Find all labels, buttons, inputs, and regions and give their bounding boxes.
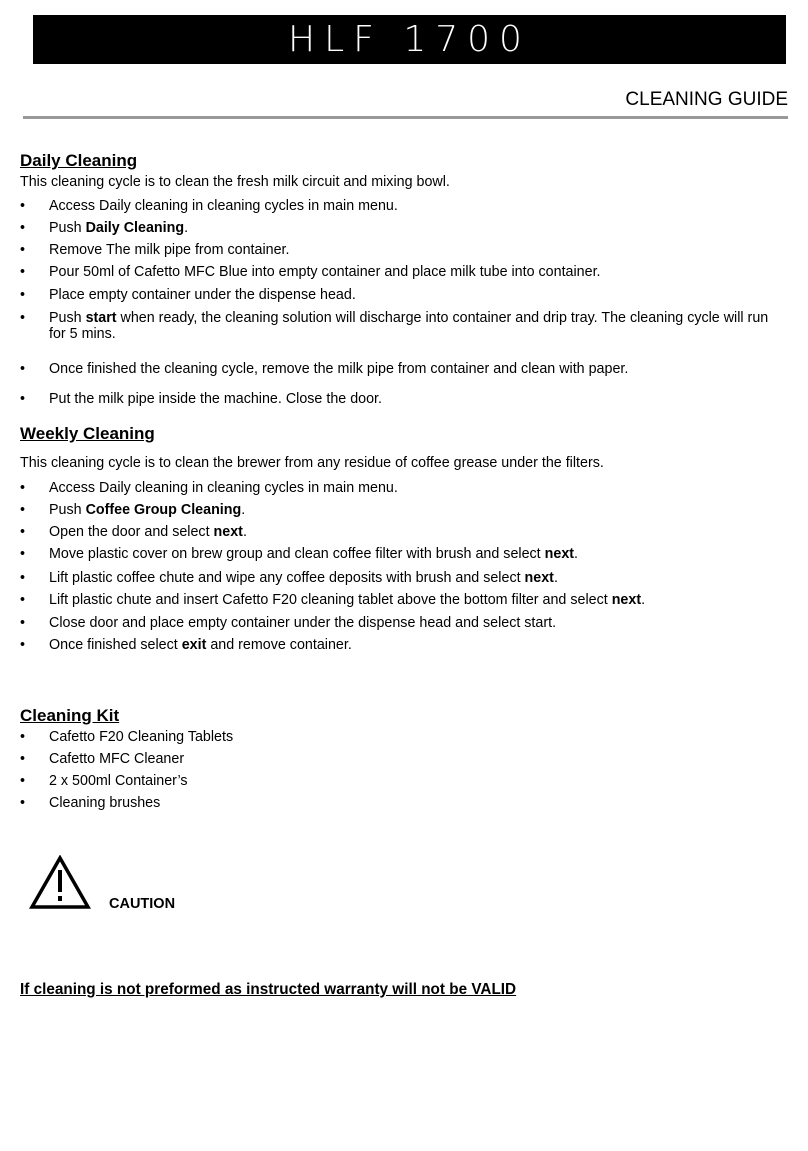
cleaning-kit-heading: Cleaning Kit — [20, 706, 120, 725]
list-item: • Access Daily cleaning in cleaning cycles in main menu. — [20, 198, 780, 214]
header-divider — [23, 116, 788, 119]
list-item: • Push Coffee Group Cleaning. — [20, 502, 780, 518]
list-item: • Pour 50ml of Cafetto MFC Blue into empty container and place milk tube into container. — [20, 264, 780, 280]
list-item: • Push Daily Cleaning. — [20, 220, 780, 236]
list-item: • Move plastic cover on brew group and clean coffee filter with brush and select next. — [20, 546, 780, 562]
weekly-cleaning-intro: This cleaning cycle is to clean the brewer from any residue of coffee grease under the filters. — [20, 455, 604, 471]
warranty-notice: If cleaning is not preformed as instructed warranty will not be VALID — [20, 981, 517, 998]
list-item: • Cleaning brushes — [20, 795, 780, 811]
list-item: • Remove The milk pipe from container. — [20, 242, 780, 258]
list-item: • Cafetto MFC Cleaner — [20, 751, 780, 767]
list-item: • Push start when ready, the cleaning solution will discharge into container and drip tray. The cleaning cycle will run for 5 mins. — [20, 310, 780, 342]
caution-label: CAUTION — [109, 896, 176, 912]
list-item: • Once finished select exit and remove container. — [20, 637, 780, 653]
guide-title: CLEANING GUIDE — [625, 89, 788, 110]
list-item: • 2 x 500ml Container’s — [20, 773, 780, 789]
warning-triangle-icon — [29, 855, 91, 910]
list-item: • Open the door and select next. — [20, 524, 780, 540]
list-item: • Lift plastic chute and insert Cafetto F20 cleaning tablet above the bottom filter and select next. — [20, 592, 780, 608]
daily-cleaning-heading: Daily Cleaning — [20, 151, 138, 170]
model-title: HLF 1700 — [288, 18, 531, 60]
model-banner — [33, 15, 786, 64]
daily-cleaning-intro: This cleaning cycle is to clean the fresh milk circuit and mixing bowl. — [20, 174, 450, 190]
list-item: • Once finished the cleaning cycle, remove the milk pipe from container and clean with paper. — [20, 361, 780, 377]
weekly-cleaning-heading: Weekly Cleaning — [20, 424, 155, 443]
list-item: • Access Daily cleaning in cleaning cycles in main menu. — [20, 480, 780, 496]
list-item: • Lift plastic coffee chute and wipe any coffee deposits with brush and select next. — [20, 570, 780, 586]
list-item: • Cafetto F20 Cleaning Tablets — [20, 729, 780, 745]
list-item: • Close door and place empty container under the dispense head and select start. — [20, 615, 780, 631]
list-item: • Put the milk pipe inside the machine. Close the door. — [20, 391, 780, 407]
list-item: • Place empty container under the dispense head. — [20, 287, 780, 303]
